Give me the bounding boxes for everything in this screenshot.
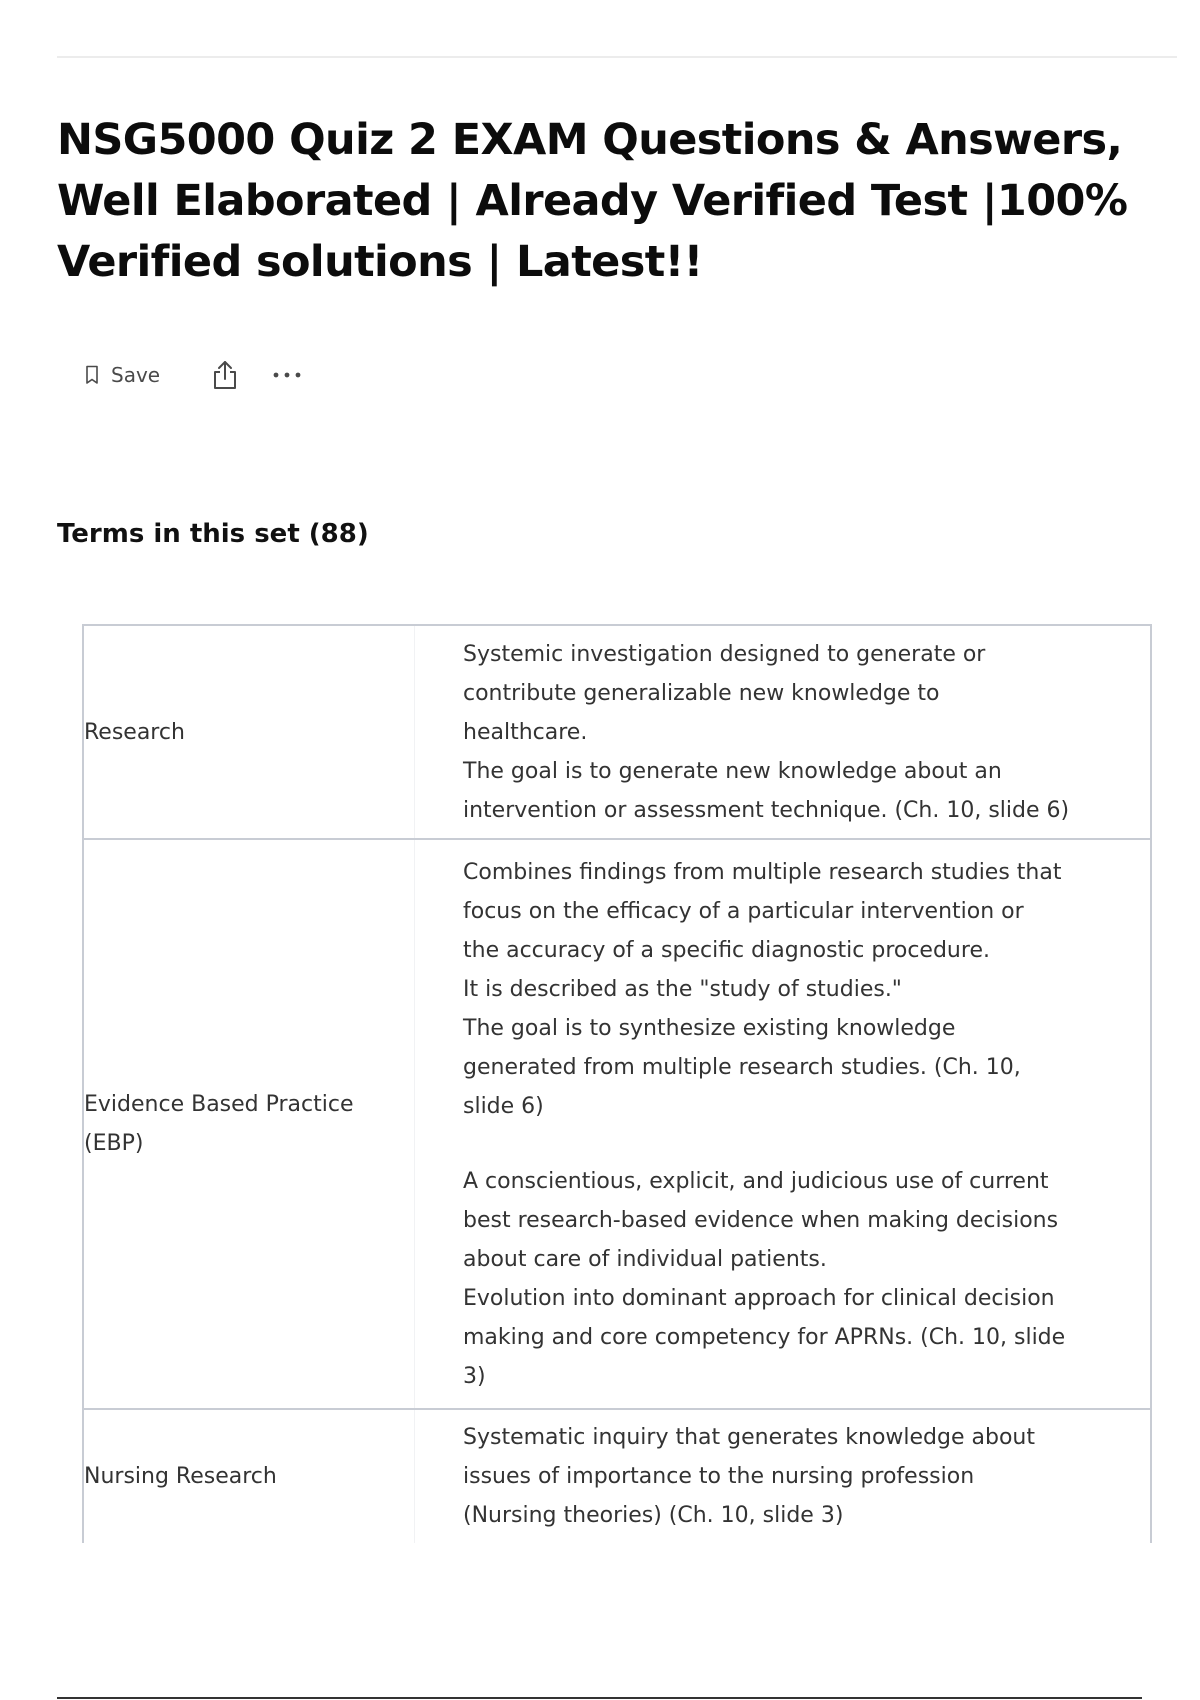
bookmark-icon (85, 365, 99, 385)
definition-line: The goal is to generate new knowledge about an (463, 758, 1002, 784)
definition-line: Combines findings from multiple research studies that (463, 859, 1062, 885)
definition-line: Systematic inquiry that generates knowledge about (463, 1425, 1035, 1450)
term-cell (83, 625, 415, 839)
term-text: (EBP) (84, 1131, 144, 1156)
bottom-divider (57, 1697, 1142, 1699)
definition-line: contribute generalizable new knowledge to (463, 680, 940, 706)
definition-line: healthcare. (463, 719, 588, 745)
term-cell (83, 1409, 415, 1543)
more-icon (272, 371, 302, 379)
term-row (83, 1409, 1151, 1543)
definition-cell (415, 1409, 1152, 1543)
definition-line: A conscientious, explicit, and judicious use of current (463, 1168, 1049, 1194)
definition-cell (415, 625, 1152, 839)
term-row (83, 625, 1151, 839)
definition-line: about care of individual patients. (463, 1246, 827, 1272)
definition-cell (415, 839, 1152, 1409)
action-toolbar (85, 355, 302, 395)
definition-line: making and core competency for APRNs. (Ch. 10, slide (463, 1324, 1066, 1350)
definition-line: (Nursing theories) (Ch. 10, slide 3) (463, 1503, 844, 1528)
definition-line: Evolution into dominant approach for clinical decision (463, 1285, 1055, 1311)
definition-line: issues of importance to the nursing profession (463, 1464, 975, 1489)
term-cell (83, 839, 415, 1409)
save-button[interactable] (85, 363, 160, 387)
definition-spacer (463, 1126, 1090, 1162)
definition-line: slide 6) (463, 1093, 544, 1119)
terms-table (82, 624, 1152, 1543)
term-text: Evidence Based Practice (84, 1092, 354, 1117)
save-label: Save (111, 363, 161, 387)
page-title: NSG5000 Quiz 2 EXAM Questions & Answers, Well Elaborated | Already Verified Test |100% Verified solutions | Latest!! (57, 115, 1128, 287)
term-text: Nursing Research (84, 1464, 277, 1489)
definition-line: It is described as the "study of studies." (463, 976, 902, 1002)
definition-line: The goal is to synthesize existing knowledge (463, 1015, 956, 1041)
more-options-button[interactable] (272, 371, 302, 379)
top-divider (57, 56, 1177, 58)
term-text: Research (84, 719, 185, 745)
definition-line: intervention or assessment technique. (Ch. 10, slide 6) (463, 797, 1070, 823)
definition-line: 3) (463, 1363, 486, 1389)
definition-line: focus on the efficacy of a particular intervention or (463, 898, 1024, 924)
share-icon (212, 359, 238, 391)
definition-line: Systemic investigation designed to generate or (463, 641, 986, 667)
definition-line: generated from multiple research studies. (Ch. 10, (463, 1054, 1021, 1080)
definition-line: best research-based evidence when making decisions (463, 1207, 1059, 1233)
share-button[interactable] (212, 359, 238, 391)
terms-heading: Terms in this set (88) (57, 519, 369, 549)
definition-line: the accuracy of a specific diagnostic procedure. (463, 937, 990, 963)
term-row (83, 839, 1151, 1409)
